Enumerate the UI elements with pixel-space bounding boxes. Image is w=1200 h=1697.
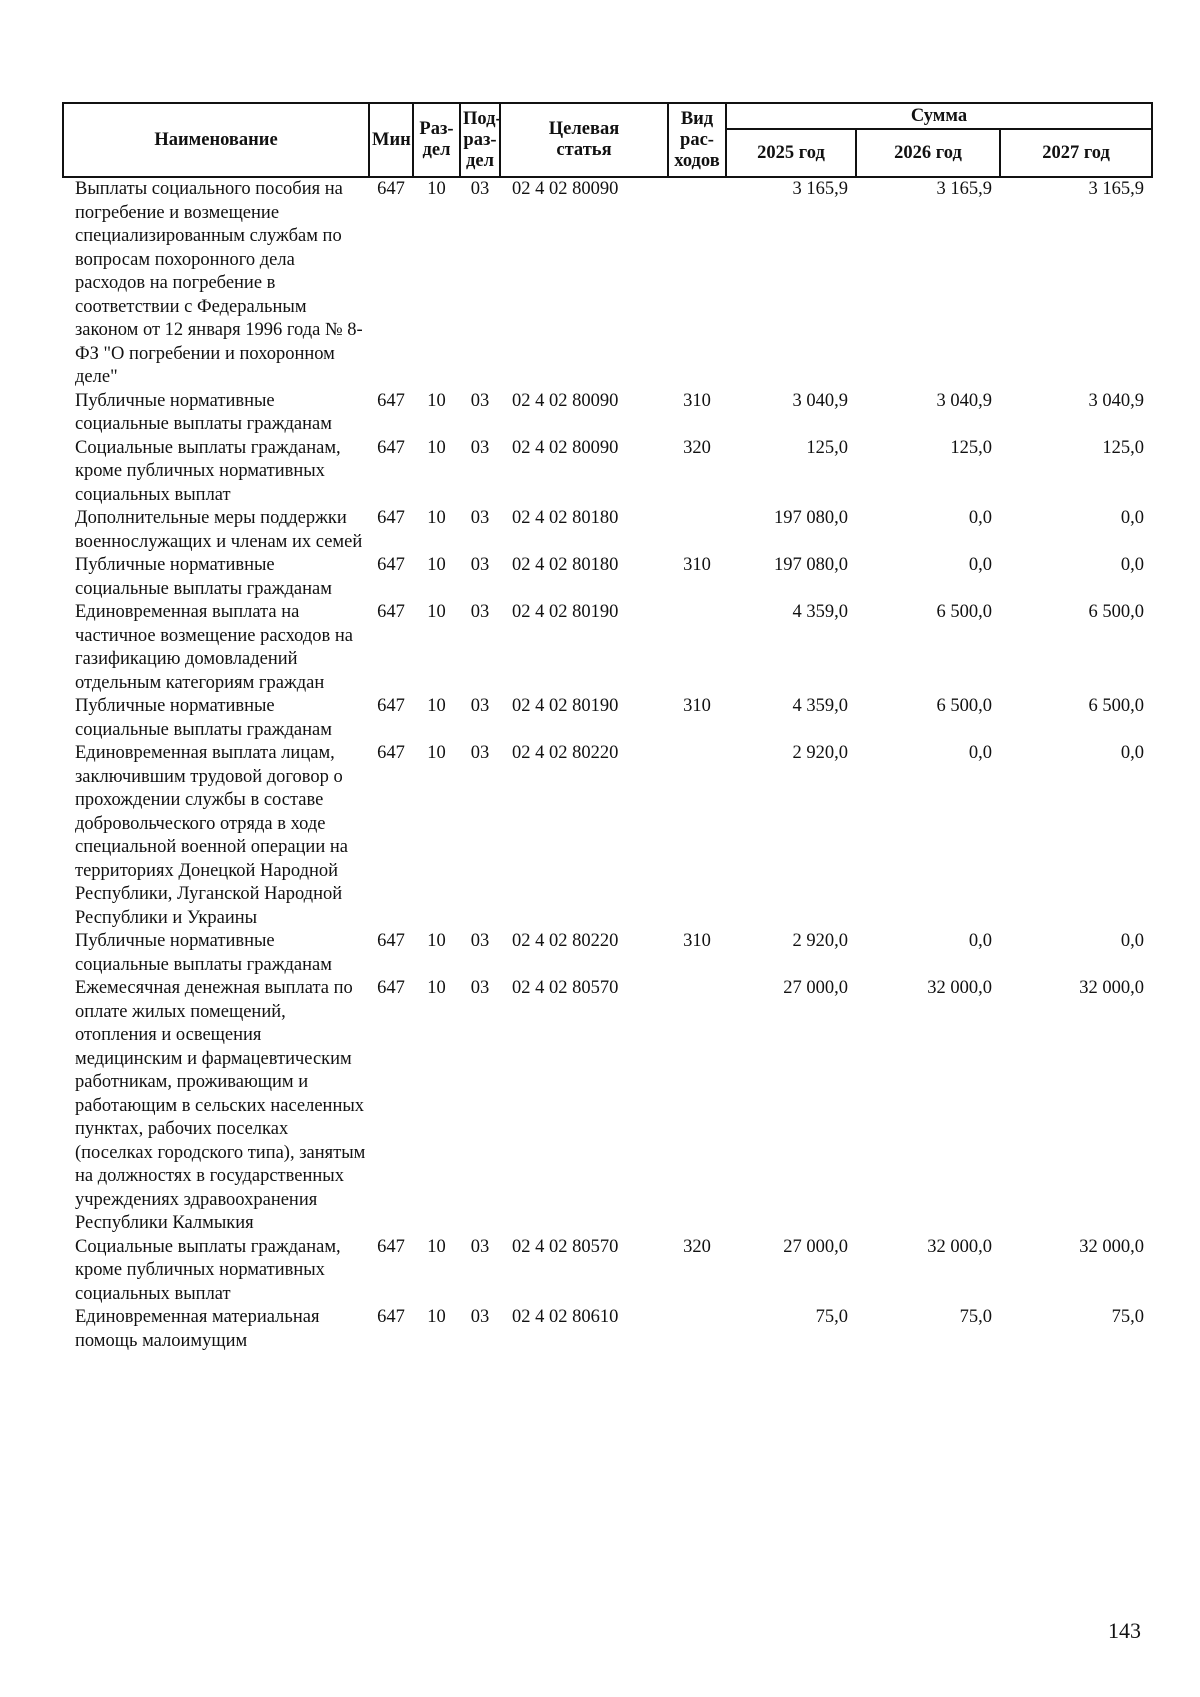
row-celevaya: 02 4 02 80090 <box>512 390 619 411</box>
row-min: 647 <box>377 931 405 951</box>
row-razdel: 10 <box>427 390 446 411</box>
row-name: Единовременная выплата на частичное возмещение расходов на газификацию домовладений отдельным категориям граждан <box>75 602 353 693</box>
table-row <box>63 554 1152 601</box>
row-sum-2027: 3 165,9 <box>1088 179 1145 199</box>
table-row <box>63 977 1152 1236</box>
row-celevaya: 02 4 02 80570 <box>512 978 619 998</box>
row-vid <box>668 977 726 1236</box>
row-vid: 320 <box>683 437 711 458</box>
table-row <box>63 1236 1152 1307</box>
row-vid <box>668 742 726 930</box>
page-number: 143 <box>1108 1618 1141 1643</box>
row-vid <box>668 507 726 554</box>
row-sum-2025: 125,0 <box>806 437 848 458</box>
row-razdel: 10 <box>427 437 446 458</box>
row-podrazdel: 03 <box>470 437 490 458</box>
table-row <box>63 177 1152 390</box>
row-sum-2026: 3 165,9 <box>936 179 992 199</box>
row-min: 647 <box>377 1307 405 1327</box>
row-name: Публичные нормативные социальные выплаты гражданам <box>75 931 332 975</box>
row-min: 647 <box>377 1236 405 1257</box>
row-sum-2026: 0,0 <box>968 743 992 763</box>
row-name: Публичные нормативные социальные выплаты гражданам <box>75 390 332 434</box>
budget-table <box>62 102 1153 1353</box>
row-podrazdel: 03 <box>470 508 490 528</box>
row-name: Дополнительные меры поддержки военнослужащих и членам их семей <box>75 508 363 552</box>
table-row <box>63 1306 1152 1353</box>
row-celevaya: 02 4 02 80180 <box>512 508 619 528</box>
row-sum-2026: 0,0 <box>968 555 992 575</box>
row-name: Единовременная выплата лицам, заключившим трудовой договор о прохождении службы в составе добровольческого отряда в ходе специальной военной операции на территориях Донецкой Народной Республики, Луганской Народной Республики и Украины <box>75 743 348 928</box>
header-year-2026: 2026 год <box>856 129 1000 177</box>
header-year-2025: 2025 год <box>726 129 856 177</box>
row-vid: 320 <box>683 1236 711 1257</box>
row-vid: 310 <box>683 555 711 575</box>
table-row <box>63 930 1152 977</box>
row-sum-2026: 3 040,9 <box>936 390 992 411</box>
row-celevaya: 02 4 02 80220 <box>512 931 619 951</box>
row-sum-2026: 6 500,0 <box>936 696 992 716</box>
row-min: 647 <box>377 743 405 763</box>
row-min: 647 <box>377 978 405 998</box>
row-name: Единовременная материальная помощь малоимущим <box>75 1307 320 1351</box>
row-vid: 310 <box>683 931 711 951</box>
row-sum-2027: 75,0 <box>1111 1307 1145 1327</box>
row-min: 647 <box>377 602 405 622</box>
row-sum-2026: 6 500,0 <box>936 602 992 622</box>
row-celevaya: 02 4 02 80220 <box>512 743 619 763</box>
row-razdel: 10 <box>427 508 446 528</box>
header-razdel: Раз- дел <box>413 103 460 177</box>
row-name: Выплаты социального пособия на погребение и возмещение специализированным службам по вопросам похоронного дела расходов на погребение в соответствии с Федеральным законом от 12 января 1996 года № 8-ФЗ "О погребении и похоронном деле" <box>75 179 363 387</box>
header-name: Наименование <box>63 103 369 177</box>
row-celevaya: 02 4 02 80570 <box>512 1236 619 1257</box>
table-row <box>63 437 1152 508</box>
row-sum-2026: 32 000,0 <box>927 1236 992 1257</box>
row-podrazdel: 03 <box>470 602 490 622</box>
row-min: 647 <box>377 508 405 528</box>
row-razdel: 10 <box>427 1307 446 1327</box>
row-sum-2027: 6 500,0 <box>1088 602 1145 622</box>
header-vid: Вид рас- ходов <box>668 103 726 177</box>
table-row <box>63 742 1152 930</box>
row-vid: 310 <box>683 696 711 716</box>
row-min: 647 <box>377 179 405 199</box>
row-celevaya: 02 4 02 80190 <box>512 602 619 622</box>
row-podrazdel: 03 <box>470 696 490 716</box>
row-sum-2025: 75,0 <box>815 1307 848 1327</box>
row-vid <box>668 177 726 390</box>
row-sum-2025: 27 000,0 <box>783 1236 848 1257</box>
table-row <box>63 390 1152 437</box>
header-year-2027: 2027 год <box>1000 129 1152 177</box>
row-sum-2026: 0,0 <box>968 931 992 951</box>
row-name: Социальные выплаты гражданам, кроме публичных нормативных социальных выплат <box>75 1236 341 1304</box>
row-podrazdel: 03 <box>470 1307 490 1327</box>
row-sum-2027: 0,0 <box>1120 743 1145 763</box>
row-razdel: 10 <box>427 743 446 763</box>
row-podrazdel: 03 <box>470 555 490 575</box>
row-sum-2025: 2 920,0 <box>792 931 848 951</box>
row-sum-2025: 4 359,0 <box>792 696 848 716</box>
row-sum-2026: 125,0 <box>950 437 992 458</box>
row-razdel: 10 <box>427 179 446 199</box>
row-min: 647 <box>377 437 405 458</box>
row-podrazdel: 03 <box>470 978 490 998</box>
row-vid <box>668 601 726 695</box>
row-sum-2026: 75,0 <box>959 1307 992 1327</box>
row-sum-2025: 4 359,0 <box>792 602 848 622</box>
row-podrazdel: 03 <box>470 179 490 199</box>
row-sum-2027: 0,0 <box>1120 555 1145 575</box>
row-podrazdel: 03 <box>470 390 490 411</box>
row-podrazdel: 03 <box>470 743 490 763</box>
row-sum-2027: 6 500,0 <box>1088 696 1145 716</box>
row-razdel: 10 <box>427 696 446 716</box>
row-name: Социальные выплаты гражданам, кроме публичных нормативных социальных выплат <box>75 437 341 505</box>
header-summa: Сумма <box>726 103 1152 129</box>
row-podrazdel: 03 <box>470 931 490 951</box>
row-razdel: 10 <box>427 555 446 575</box>
row-name: Публичные нормативные социальные выплаты гражданам <box>75 696 332 740</box>
table-row <box>63 695 1152 742</box>
row-razdel: 10 <box>427 978 446 998</box>
row-celevaya: 02 4 02 80190 <box>512 696 619 716</box>
row-sum-2027: 32 000,0 <box>1079 978 1145 998</box>
row-celevaya: 02 4 02 80180 <box>512 555 619 575</box>
header-celevaya: Целевая статья <box>500 103 668 177</box>
table-header <box>63 103 1152 177</box>
row-sum-2026: 32 000,0 <box>927 978 992 998</box>
row-razdel: 10 <box>427 602 446 622</box>
row-name: Публичные нормативные социальные выплаты гражданам <box>75 555 332 599</box>
row-min: 647 <box>377 390 405 411</box>
row-sum-2025: 27 000,0 <box>783 978 848 998</box>
row-celevaya: 02 4 02 80610 <box>512 1307 619 1327</box>
row-sum-2027: 0,0 <box>1120 931 1145 951</box>
row-razdel: 10 <box>427 1236 446 1257</box>
row-sum-2027: 32 000,0 <box>1079 1236 1145 1257</box>
row-razdel: 10 <box>427 931 446 951</box>
row-min: 647 <box>377 696 405 716</box>
row-celevaya: 02 4 02 80090 <box>512 437 619 458</box>
row-name: Ежемесячная денежная выплата по оплате жилых помещений, отопления и освещения медицинским и фармацевтическим работникам, проживающим и работающим в сельских населенных пунктах, рабочих поселках (поселках городского типа), занятым на должностях в государственных учреждениях здравоохранения Республики Калмыкия <box>75 978 366 1233</box>
row-vid <box>668 1306 726 1353</box>
header-min: Мин <box>369 103 413 177</box>
row-sum-2027: 125,0 <box>1102 437 1145 458</box>
row-celevaya: 02 4 02 80090 <box>512 179 619 199</box>
row-vid: 310 <box>683 390 711 411</box>
header-podrazdel: Под- раз- дел <box>460 103 500 177</box>
row-sum-2027: 0,0 <box>1120 508 1145 528</box>
row-min: 647 <box>377 555 405 575</box>
row-podrazdel: 03 <box>470 1236 490 1257</box>
row-sum-2025: 3 040,9 <box>792 390 848 411</box>
row-sum-2025: 2 920,0 <box>792 743 848 763</box>
table-row <box>63 601 1152 695</box>
row-sum-2025: 197 080,0 <box>774 508 848 528</box>
table-row <box>63 507 1152 554</box>
row-sum-2025: 3 165,9 <box>792 179 848 199</box>
table-body <box>63 177 1152 1353</box>
row-sum-2026: 0,0 <box>968 508 992 528</box>
row-sum-2027: 3 040,9 <box>1088 390 1145 411</box>
row-sum-2025: 197 080,0 <box>774 555 848 575</box>
